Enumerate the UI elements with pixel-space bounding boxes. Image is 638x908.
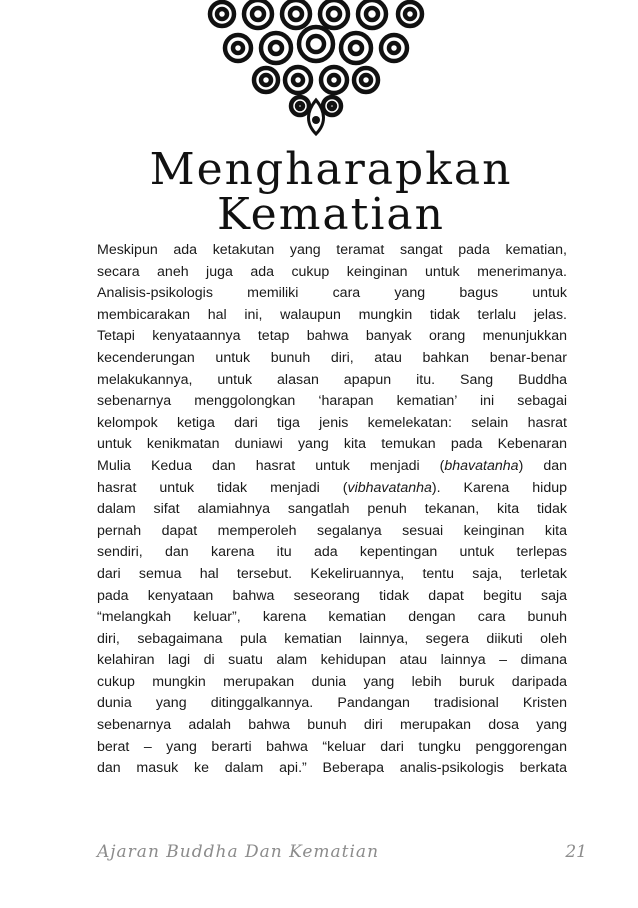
paragraph-line: dalam sifat alamiahnya sangatlah penuh tekanan, kita tidak xyxy=(97,501,567,518)
footer-book-title: Ajaran Buddha Dan Kematian xyxy=(97,842,380,862)
paragraph-line: cukup mungkin merupakan dunia yang lebih buruk daripada xyxy=(97,673,567,690)
paragraph-line: Tetapi kenyataannya tetap bahwa banyak orang menunjukkan xyxy=(97,328,567,345)
body-paragraph xyxy=(97,240,567,780)
paragraph-line: Mulia Kedua dan hasrat untuk menjadi (bhavatanha) dan xyxy=(97,457,567,474)
paragraph-line: dunia yang ditinggalkannya. Pandangan tradisional Kristen xyxy=(97,695,567,712)
paragraph-line: untuk kenikmatan duniawi yang kita temukan pada Kebenaran xyxy=(97,436,567,453)
paragraph-line: sebenarnya menggolongkan ‘harapan kematian’ ini sebagai xyxy=(97,393,567,410)
paragraph-line: sendiri, dan karena itu ada kepentingan untuk terlepas xyxy=(97,544,567,561)
page-number: 21 xyxy=(565,842,587,862)
paragraph-line: “melangkah keluar”, karena kematian dengan cara bunuh xyxy=(97,609,567,626)
paragraph-line: pernah dapat memperoleh segalanya sesuai keinginan kita xyxy=(97,522,567,539)
paragraph-line: diri, sebagaimana pula kematian lainnya, segera diikuti oleh xyxy=(97,630,567,647)
chapter-title-line-1: Mengharapkan xyxy=(149,144,513,195)
paragraph-line: kelahiran lagi di suatu alam kehidupan atau lainnya – dimana xyxy=(97,652,567,669)
paragraph-line: membicarakan hal ini, walaupun mungkin tidak terlalu jelas. xyxy=(97,306,567,323)
decorative-spiral-ornament xyxy=(0,0,638,140)
paragraph-line: secara aneh juga ada cukup keinginan untuk menerimanya. xyxy=(97,263,567,280)
paragraph-line: dari semua hal tersebut. Kekeliruannya, tentu saja, terletak xyxy=(97,565,567,582)
paragraph-line: kecenderungan untuk bunuh diri, atau bahkan benar-benar xyxy=(97,349,567,366)
paragraph-line: melakukannya, untuk alasan apapun itu. Sang Buddha xyxy=(97,371,567,388)
paragraph-line: dan masuk ke dalam api.” Beberapa analis-psikologis berkata xyxy=(97,760,567,777)
paragraph-line: hasrat untuk tidak menjadi (vibhavatanha). Karena hidup xyxy=(97,479,567,496)
paragraph-line: sebenarnya adalah bahwa bunuh diri merupakan dosa yang xyxy=(97,717,567,734)
paragraph-line: pada kenyataan bahwa seseorang tidak dapat begitu saja xyxy=(97,587,567,604)
paragraph-line: berat – yang berarti bahwa “keluar dari tungku penggorengan xyxy=(97,738,567,755)
paragraph-line: Meskipun ada ketakutan yang teramat sangat pada kematian, xyxy=(97,242,567,258)
paragraph-line: kelompok ketiga dari tiga jenis kemelekatan: selain hasrat xyxy=(97,414,567,431)
chapter-title-line-2: Kematian xyxy=(216,189,445,240)
paragraph-line: Analisis-psikologis memiliki cara yang bagus untuk xyxy=(97,285,567,302)
